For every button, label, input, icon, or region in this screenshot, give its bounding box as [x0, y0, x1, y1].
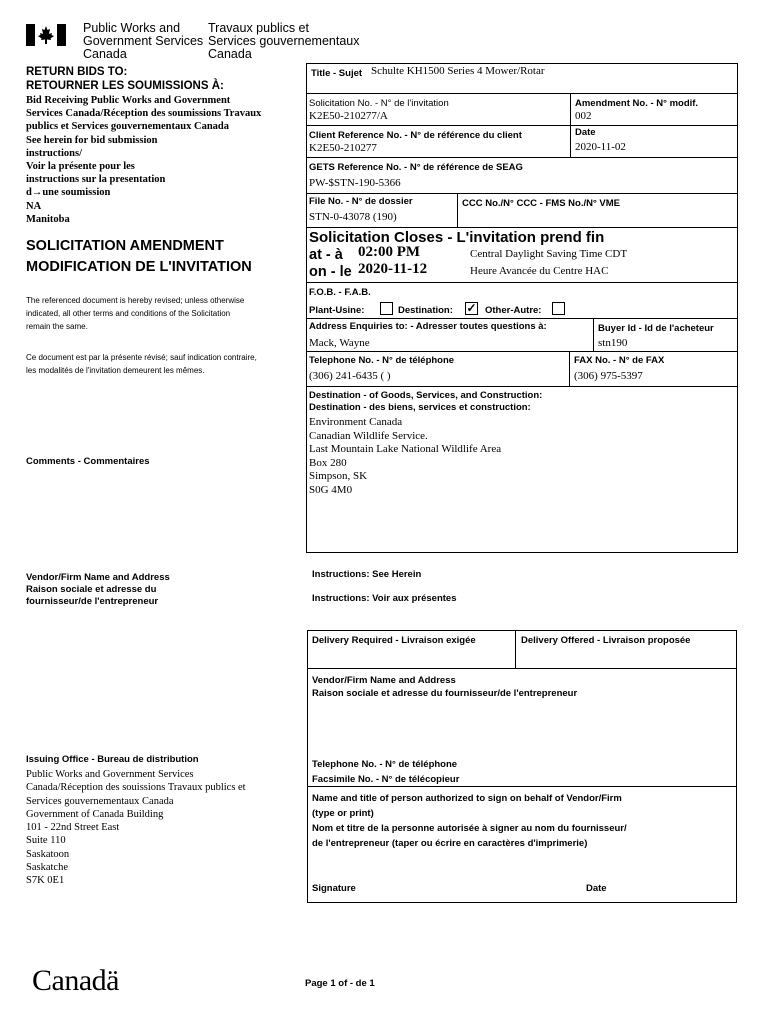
rule	[306, 125, 738, 126]
notice-line: remain the same.	[26, 322, 88, 331]
return-address-line: instructions sur la presentation	[26, 174, 166, 186]
dept-en-line: Canada	[83, 47, 127, 61]
other-autre-checkbox[interactable]	[552, 302, 565, 315]
vendor-label-line: Vendor/Firm Name and Address	[26, 572, 170, 583]
vendor-name-line: Raison sociale et adresse du fournisseur/de l'entrepreneur	[312, 688, 578, 699]
issuing-address-line: Suite 110	[26, 835, 66, 847]
gets-reference-label: GETS Reference No. - N° de référence de SEAG	[309, 162, 523, 173]
rule	[306, 282, 738, 283]
return-address-line: Services Canada/Réception des soumissions Travaux	[26, 108, 262, 120]
timezone-fr: Heure Avancée du Centre HAC	[470, 265, 609, 277]
closing-at-label: at - à	[309, 247, 343, 263]
return-address-line: Manitoba	[26, 213, 70, 225]
amendment-title	[26, 236, 252, 278]
file-number-label: File No. - N° de dossier	[309, 196, 413, 207]
dept-fr-line: Travaux publics et	[208, 21, 309, 35]
vendor-name-line: Vendor/Firm Name and Address	[312, 675, 456, 686]
issuing-address-line: 101 - 22nd Street East	[26, 822, 120, 834]
destination-label-line: Destination - des biens, services et construction:	[309, 402, 531, 413]
vendor-telephone-label: Telephone No. - N° de téléphone	[312, 759, 458, 770]
telephone-value: (306) 241-6435 ( )	[309, 370, 391, 382]
rule	[307, 668, 737, 669]
signature-date-label: Date	[586, 883, 607, 894]
rule	[306, 227, 738, 228]
vendor-label-line: fournisseur/de l'entrepreneur	[26, 596, 159, 607]
issuing-address-line: Government of Canada Building	[26, 808, 164, 820]
revision-notice-en	[26, 294, 296, 333]
rule	[306, 318, 738, 319]
instructions-fr: Instructions: Voir aux présentes	[312, 593, 457, 604]
department-name-fr	[208, 22, 359, 61]
destination-address-line: Last Mountain Lake National Wildlife Area	[309, 443, 502, 455]
fob-label: F.O.B. - F.A.B.	[309, 287, 371, 298]
department-name-en	[83, 22, 203, 61]
notice-line: Ce document est par la présente révisé; sauf indication contraire,	[26, 353, 257, 362]
file-number-value: STN-0-43078 (190)	[309, 211, 397, 223]
issuing-address-line: Public Works and Government Services	[26, 769, 194, 780]
authorized-person-label	[312, 791, 627, 851]
amendment-number-value: 002	[575, 110, 592, 122]
rule	[306, 193, 738, 194]
fax-label: FAX No. - N° de FAX	[574, 355, 665, 366]
telephone-label: Telephone No. - N° de téléphone	[309, 355, 455, 366]
signature-label: Signature	[312, 883, 356, 894]
rule	[306, 386, 738, 387]
amendment-title-en: SOLICITATION AMENDMENT	[26, 238, 224, 254]
issuing-address-line: Canada/Réception des souissions Travaux publics et	[26, 782, 246, 794]
destination-address-line: Box 280	[309, 456, 347, 469]
closing-on-label: on - le	[309, 264, 352, 280]
notice-line: indicated, all other terms and conditions of the Solicitation	[26, 309, 231, 318]
dept-fr-line: Services gouvernementaux	[208, 34, 360, 48]
canada-wordmark: Canadä	[32, 964, 119, 997]
gets-reference-value: PW-$STN-190-5366	[309, 177, 401, 189]
amendment-number-label: Amendment No. - N° modif.	[575, 98, 699, 109]
rule	[306, 351, 738, 352]
other-autre-label: Other-Autre:	[485, 305, 542, 316]
divider	[593, 318, 594, 351]
solicitation-number-label: Solicitation No. - N° de l'invitation	[309, 98, 449, 109]
delivery-required-label: Delivery Required - Livraison exigée	[312, 635, 476, 646]
destination-label: Destination:	[398, 305, 453, 316]
auth-line: (type or print)	[312, 808, 374, 819]
closing-time-value: 02:00 PM	[358, 244, 421, 260]
buyer-id-label: Buyer Id - Id de l'acheteur	[598, 323, 714, 334]
client-reference-label: Client Reference No. - N° de référence du client	[309, 130, 522, 141]
closing-date-value: 2020-11-12	[358, 261, 428, 277]
auth-line: de l'entrepreneur (taper ou écrire en caractères d'imprimerie)	[312, 838, 588, 849]
destination-checkbox[interactable]: ✓	[466, 301, 477, 315]
divider	[457, 193, 458, 227]
destination-goods-label	[309, 390, 542, 414]
vendor-facsimile-label: Facsimile No. - N° de télécopieur	[312, 774, 460, 785]
return-address-line: NA	[26, 200, 42, 212]
destination-address-line: S0G 4M0	[309, 483, 353, 496]
delivery-offered-label: Delivery Offered - Livraison proposée	[521, 635, 691, 646]
return-address-line: publics et Services gouvernementaux Canada	[26, 121, 229, 133]
divider	[570, 93, 571, 157]
amendment-title-fr: MODIFICATION DE L'INVITATION	[26, 259, 252, 275]
title-label: Title - Sujet	[311, 68, 363, 79]
notice-line: les modalités de l'invitation demeurent les mêmes.	[26, 366, 205, 375]
address-enquiries-label: Address Enquiries to: - Adresser toutes questions à:	[309, 321, 547, 332]
return-bids-fr: RETOURNER LES SOUMISSIONS À:	[26, 80, 224, 92]
client-reference-value: K2E50-210277	[309, 142, 377, 154]
return-address-line: instructions/	[26, 147, 83, 159]
timezone-en: Central Daylight Saving Time CDT	[470, 248, 628, 260]
auth-line: Nom et titre de la personne autorisée à signer au nom du fournisseur/	[312, 823, 627, 834]
issuing-office-address	[26, 768, 296, 888]
return-bids-heading	[26, 65, 224, 93]
buyer-id-value: stn190	[598, 337, 628, 349]
destination-address	[309, 416, 501, 497]
issuing-address-line: Saskatche	[26, 862, 68, 874]
issuing-address-line: S7K 0E1	[26, 875, 65, 887]
plant-usine-label: Plant-Usine:	[309, 305, 365, 316]
address-enquiries-value: Mack, Wayne	[309, 337, 370, 349]
destination-address-line: Environment Canada	[309, 416, 403, 428]
destination-label-line: Destination - of Goods, Services, and Construction:	[309, 390, 543, 401]
dept-fr-line: Canada	[208, 47, 252, 61]
dept-en-line: Government Services	[83, 34, 204, 48]
return-bids-en: RETURN BIDS TO:	[26, 66, 128, 78]
issuing-address-line: Saskatoon	[26, 848, 70, 860]
vendor-name-address-label	[312, 674, 577, 700]
dept-en-line: Public Works and	[83, 21, 181, 35]
instructions-en: Instructions: See Herein	[312, 569, 422, 580]
ccc-number-label: CCC No./N° CCC - FMS No./N° VME	[462, 198, 621, 209]
vendor-firm-label	[26, 572, 170, 608]
issuing-address-line: Services gouvernementaux Canada	[26, 795, 174, 807]
auth-line: Name and title of person authorized to sign on behalf of Vendor/Firm	[312, 793, 622, 804]
solicitation-closes-title: Solicitation Closes - L'invitation prend fin	[309, 229, 605, 246]
title-value: Schulte KH1500 Series 4 Mower/Rotar	[371, 65, 545, 77]
revision-notice-fr	[26, 351, 301, 377]
rule	[307, 786, 737, 787]
return-address-line: See herein for bid submission	[26, 134, 158, 146]
comments-label: Comments - Commentaires	[26, 456, 150, 467]
destination-address-line: Canadian Wildlife Service.	[309, 429, 428, 442]
date-label: Date	[575, 127, 596, 138]
solicitation-number-value: K2E50-210277/A	[309, 110, 388, 122]
notice-line: The referenced document is hereby revised; unless otherwise	[26, 296, 245, 305]
rule	[306, 157, 738, 158]
fax-value: (306) 975-5397	[574, 370, 643, 382]
destination-address-line: Simpson, SK	[309, 470, 368, 482]
plant-usine-checkbox[interactable]	[380, 302, 393, 315]
divider	[569, 351, 570, 386]
vendor-label-line: Raison sociale et adresse du	[26, 584, 157, 595]
return-address-block	[26, 94, 286, 228]
return-address-line: Voir la présente pour les	[26, 161, 135, 173]
page-number: Page 1 of - de 1	[305, 978, 375, 989]
government-flag-logo	[26, 24, 66, 46]
rule	[306, 93, 738, 94]
return-address-line: Bid Receiving Public Works and Government	[26, 95, 231, 106]
date-value: 2020-11-02	[575, 141, 626, 153]
divider	[515, 630, 516, 668]
return-address-line: d→une soumission	[26, 187, 111, 199]
issuing-office-label: Issuing Office - Bureau de distribution	[26, 754, 199, 765]
